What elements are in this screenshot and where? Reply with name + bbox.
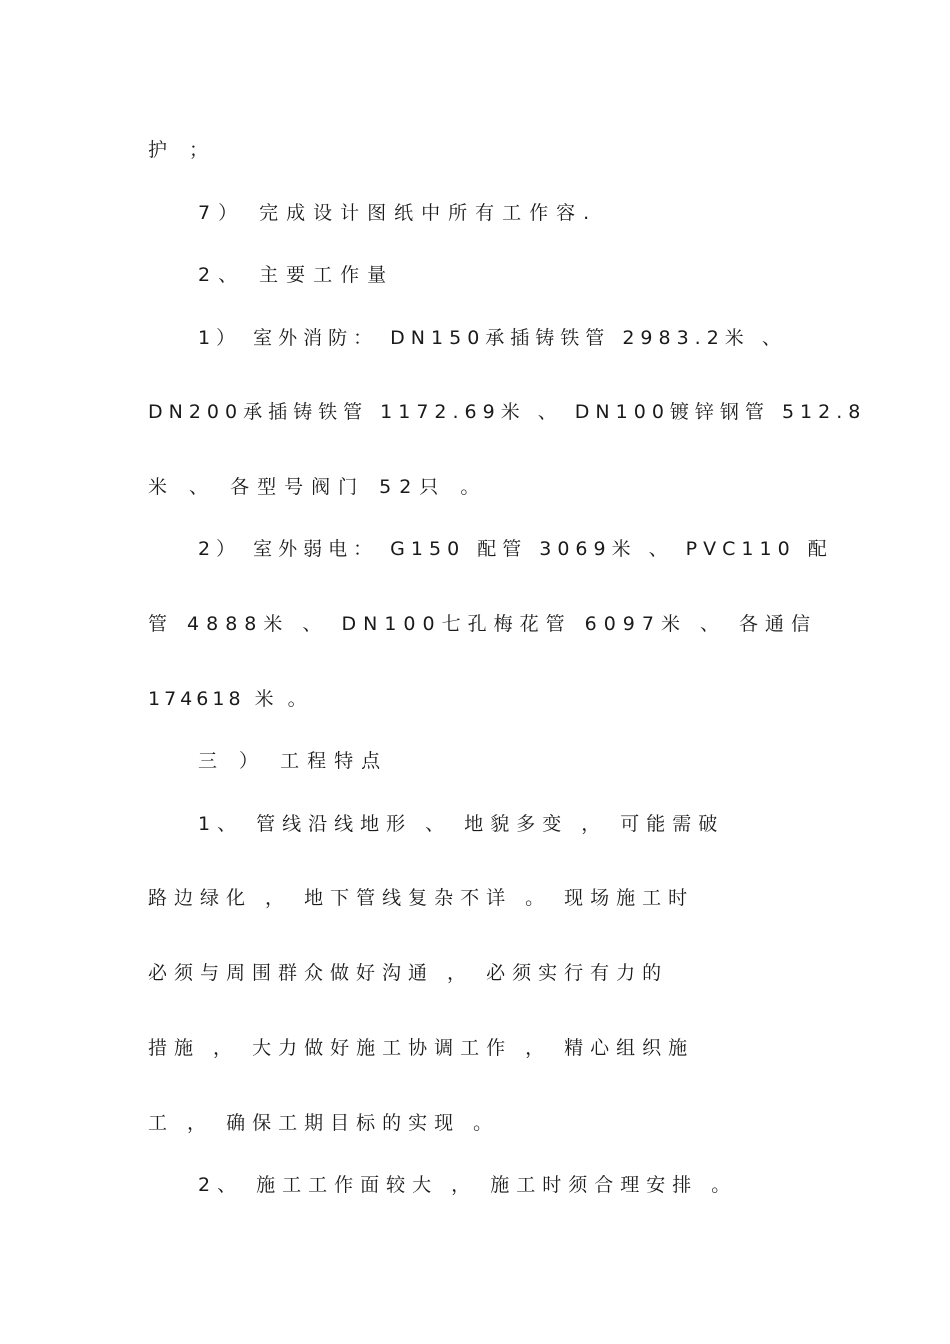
text-line: 174618 米 。: [148, 688, 311, 710]
text-line: DN200承插铸铁管 1172.69米 、 DN100镀锌钢管 512.8: [148, 401, 867, 423]
text-line: 管 4888米 、 DN100七孔梅花管 6097米 、 各通信: [148, 613, 818, 635]
text-line: 2、 施工工作面较大 ， 施工时须合理安排 。: [198, 1174, 738, 1196]
text-line: 2） 室外弱电： G150 配管 3069米 、 PVC110 配: [198, 538, 833, 560]
text-line: 必须与周围群众做好沟通 ， 必须实行有力的: [148, 962, 669, 984]
text-line: 7） 完成设计图纸中所有工作容.: [198, 202, 598, 224]
text-line: 1、 管线沿线地形 、 地貌多变 ， 可能需破: [198, 813, 725, 835]
section-heading: 2、 主要工作量: [198, 264, 395, 286]
text-line: 措施 ， 大力做好施工协调工作 ， 精心组织施: [148, 1037, 695, 1059]
text-line: 护 ；: [148, 139, 217, 161]
text-line: 米 、 各型号阀门 52只 。: [148, 476, 488, 498]
section-heading: 三 ） 工程特点: [198, 750, 389, 772]
text-line: 路边绿化 ， 地下管线复杂不详 。 现场施工时: [148, 887, 695, 909]
text-line: 工 ， 确保工期目标的实现 。: [148, 1112, 500, 1134]
text-line: 1） 室外消防： DN150承插铸铁管 2983.2米 、: [198, 327, 787, 349]
